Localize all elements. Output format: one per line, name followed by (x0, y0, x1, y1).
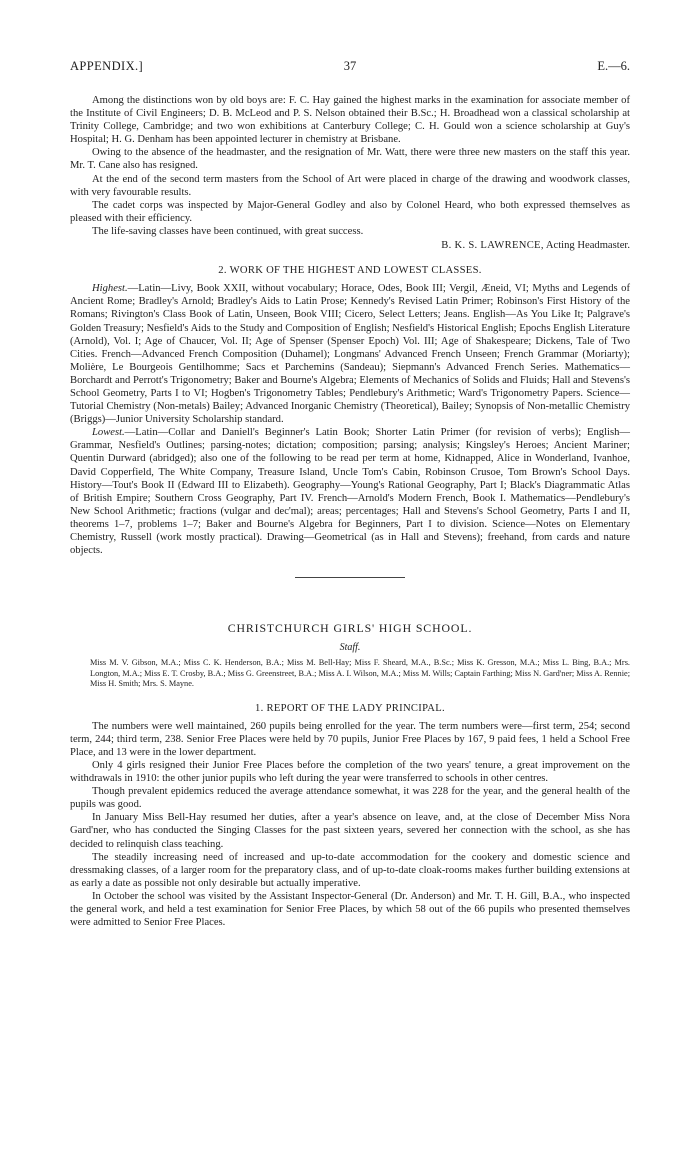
signature-role: Acting Headmaster. (545, 240, 630, 252)
paragraph-lowest-class (70, 426, 630, 557)
report-code: E.—6. (597, 59, 630, 73)
section-divider (295, 577, 405, 578)
highest-text: —Latin—Livy, Book XXII, without vocabulary; Horace, Odes, Book III; Vergil, Æneid, VI; Myths and Legends of Ancient Rome; Bradley's Arnold; Bradley's Aids to Latin Prose; Kennedy's Revised Latin Primer; Robinson's First History of the Romans; Rivington's Class Book of Latin, Unseen, Book VIII; Cicero, Select Letters; Jeans. English—As You Like It; Palgrave's Golden Treasury; Nesfield's Aids to the Study and Composition of English; Nesfield's Historical English; Epochs English Literature (Arnold), Vol. I; Age of Chaucer, Vol. II; Age of Spenser (Spenser Epoch) Vol. III; Age of Shakespeare; Dickens, Tale of Two Cities. French—Advanced French Composition (Duhamel); Longmans' Advanced French Unseen; French Grammar (Moriarty); Molière, Le Bourgeois Gentilhomme; Sacs et Parchemins (Sandeau); Siepmann's Advanced French Series. Mathematics—Borchardt and Perrott's Trigonometry; Baker and Bourne's Algebra; Elements of Mechanics of Solids and Fluids; Hall and Stevens's School Geometry, Parts I to VI; Hogben's Trigonometry Tables; Pendlebury's Arithmetic; Ward's Trigonometry Papers. Science—Tutorial Chemistry (Non-metals) Bailey; Advanced Inorganic Chemistry (Theoretical), Bailey; Synopsis of Non-metallic Chemistry (Briggs)—Junior University Scholarship standard. (70, 283, 630, 426)
page-number: 37 (343, 59, 357, 73)
signature (70, 239, 630, 252)
highest-label: Highest. (92, 283, 128, 295)
paragraph-enrolment: The numbers were well maintained, 260 pupils being enrolled for the year. The term numbers were—first term, 254; second term, 244; third term, 238. Senior Free Places were held by 70 pupils, Junior Free Places by 167, 9 paid fees, 1 held a School Free Place, and 13 were in the lower department. (70, 720, 630, 758)
paragraph-inspection: In October the school was visited by the Assistant Inspector-General (Dr. Anderson) and Mr. T. H. Gill, B.A., who inspected the general work, and held a test examination for Senior Free Places, by which 58 out of the 66 pupils who presented themselves were admitted to Senior Free Places. (70, 890, 630, 929)
paragraph-art-masters: At the end of the second term masters from the School of Art were placed in charge of the drawing and woodwork classes, with very favourable results. (70, 173, 630, 198)
signature-name: B. K. S. LAWRENCE, (441, 240, 544, 252)
page-body (70, 94, 630, 929)
section-heading-classes: 2. WORK OF THE HIGHEST AND LOWEST CLASSES. (218, 265, 482, 277)
appendix-label: APPENDIX.] (70, 59, 144, 73)
staff-list: Miss M. V. Gibson, M.A.; Miss C. K. Henderson, B.A.; Miss M. Bell-Hay; Miss F. Sheard, M.A., B.Sc.; Miss K. Gresson, M.A.; Miss L. Bing, B.A.; Mrs. Longton, M.A.; Miss E. T. Crosby, B.A.; Miss G. Greenstreet, B.A.; Miss A. I. Wilson, M.A.; Miss M. Wills; Captain Farthing; Miss N. Gard'ner; Miss A. Rennie; Miss H. Smith; Mrs. S. Mayne. (90, 658, 630, 689)
paragraph-accommodation: The steadily increasing need of increased and up-to-date accommodation for the cookery and domestic science and dressmaking classes, of a larger room for the preparatory class, and of up-to-date cloak-rooms makes further building extensions at as early a date as possible not only desirable but actually imperative. (70, 851, 630, 889)
page-header (70, 60, 630, 74)
paragraph-cadet-corps: The cadet corps was inspected by Major-General Godley and also by Colonel Heard, who both expressed themselves as pleased with their efficiency. (70, 199, 630, 224)
paragraph-staff-changes: Owing to the absence of the headmaster, and the resignation of Mr. Watt, there were three new masters on the staff this year. Mr. T. Cane also has resigned. (70, 147, 630, 172)
staff-heading: Staff. (339, 642, 361, 654)
paragraph-attendance: Though prevalent epidemics reduced the average attendance somewhat, it was 228 for the year, and the general health of the pupils was good. (70, 786, 630, 811)
paragraph-distinctions: Among the distinctions won by old boys are: F. C. Hay gained the highest marks in the examination for associate member of the Institute of Civil Engineers; D. B. McLeod and P. S. Nelson obtained their B.Sc.; H. Broadhead won a classical scholarship at Trinity College, Cambridge; and two won exhibitions at Canterbury College; C. H. Gould won a science scholarship at Guy's Hospital; H. G. Denham has been appointed lecturer in chemistry at Brisbane. (70, 95, 630, 146)
paragraph-resignations: Only 4 girls resigned their Junior Free Places before the completion of the two years' tenure, a great improvement on the withdrawals in 1910: the other junior pupils who left during the year were transferred to schools in other centres. (70, 759, 630, 785)
lowest-text: —Latin—Collar and Daniell's Beginner's Latin Book; Shorter Latin Primer (for revision of verbs); English—Grammar, Nesfield's Outlines; parsing-notes; dictation; composition; parsing; analysis; Kingsley's Heroes; Ancient Mariner; Quentin Durward (abridged); also one of the following to be read per term at home, Kidnapped, Alice in Wonderland, Ivanhoe, David Copperfield, The White Company, Treasure Island, Uncle Tom's Cabin, Robinson Crusoe, Tom Brown's School Days. History—Tout's Book II (Edward III to Elizabeth). Geography—Young's Rational Geography, Part I; Black's Diagrammatic Atlas of British Empire; Southern Cross Geography, Part IV. French—Arnold's Modern French, Book I. Mathematics—Pendlebury's New School Arithmetic; fractions (vulgar and dec'mal); areas; percentages; Hall and Stevens's School Geometry, Parts I and II, theorems 1–7, problems 1–7; Baker and Bourne's Algebra for Beginners, Part I to division. Science—Notes on Elementary Chemistry, Russell (work mostly practical). Drawing—Geometrical (as in Hall and Stevens); freehand, from cards and nature objects. (70, 427, 630, 557)
school-title: CHRISTCHURCH GIRLS' HIGH SCHOOL. (227, 621, 473, 636)
lowest-label: Lowest. (92, 427, 125, 439)
paragraph-staff-news: In January Miss Bell-Hay resumed her duties, after a year's absence on leave, and, at the close of December Miss Nora Gard'ner, who has conducted the Singing Classes for the past sixteen years, severed her connection with the school, as she has decided to relinquish class teaching. (70, 812, 630, 850)
paragraph-highest-class (70, 282, 630, 426)
paragraph-life-saving: The life-saving classes have been continued, with great success. (92, 225, 364, 237)
report-heading: 1. REPORT OF THE LADY PRINCIPAL. (255, 702, 445, 714)
